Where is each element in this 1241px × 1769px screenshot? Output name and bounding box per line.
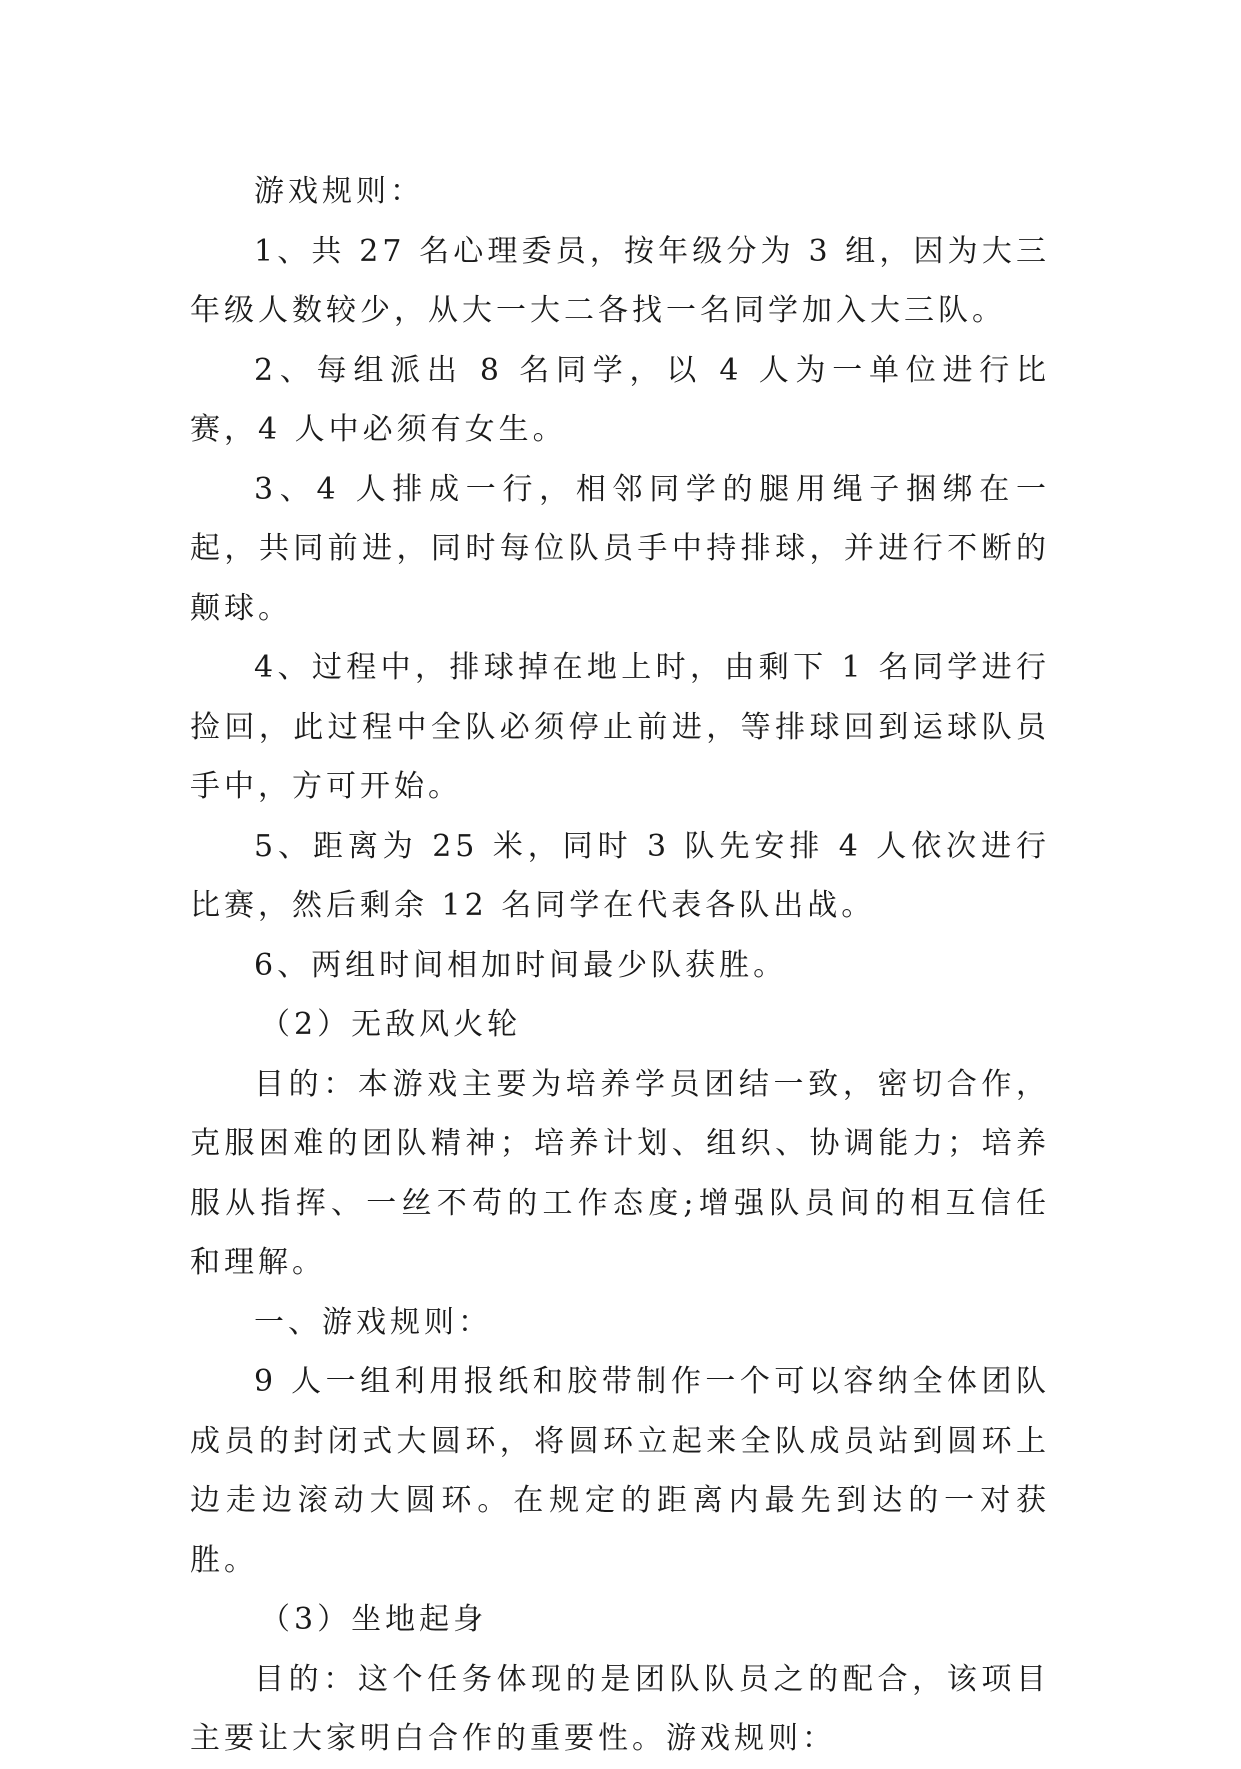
section-heading-3: （3）坐地起身 [260, 1602, 488, 1637]
rule-2: 2、每组派出 8 名同学，以 4 人为一单位进行比赛，4 人中必须有女生。 [190, 352, 1050, 447]
purpose-paragraph-3: 目的：这个任务体现的是团队队员之的配合，该项目主要让大家明白合作的重要性。游戏规则： [190, 1661, 1050, 1756]
rule-4: 4、过程中，排球掉在地上时，由剩下 1 名同学进行捡回，此过程中全队必须停止前进，等排球回到运球队员手中，方可开始。 [190, 650, 1050, 804]
rule-6: 6、两组时间相加时间最少队获胜。 [254, 947, 788, 983]
rules-heading: 游戏规则： [254, 174, 424, 209]
section-heading-2: （2）无敌风火轮 [260, 1007, 522, 1042]
document-body [190, 162, 1050, 1769]
rule-5: 5、距离为 25 米，同时 3 队先安排 4 人依次进行比赛，然后剩余 12 名同学在代表各队出战。 [190, 828, 1050, 923]
rules-subheading: 一、游戏规则： [254, 1304, 492, 1340]
rules-paragraph-2: 9 人一组利用报纸和胶带制作一个可以容纳全体团队成员的封闭式大圆环，将圆环立起来全队成员站到圆环上边走边滚动大圆环。在规定的距离内最先到达的一对获胜。 [190, 1364, 1050, 1578]
purpose-paragraph-2: 目的：本游戏主要为培养学员团结一致，密切合作，克服困难的团队精神；培养计划、组织、协调能力；培养服从指挥、一丝不苟的工作态度;增强队员间的相互信任和理解。 [190, 1066, 1050, 1280]
rule-3: 3、4 人排成一行，相邻同学的腿用绳子捆绑在一起，共同前进，同时每位队员手中持排球，并进行不断的颠球。 [190, 471, 1050, 626]
rule-1: 1、共 27 名心理委员，按年级分为 3 组，因为大三年级人数较少，从大一大二各找一名同学加入大三队。 [190, 233, 1050, 328]
